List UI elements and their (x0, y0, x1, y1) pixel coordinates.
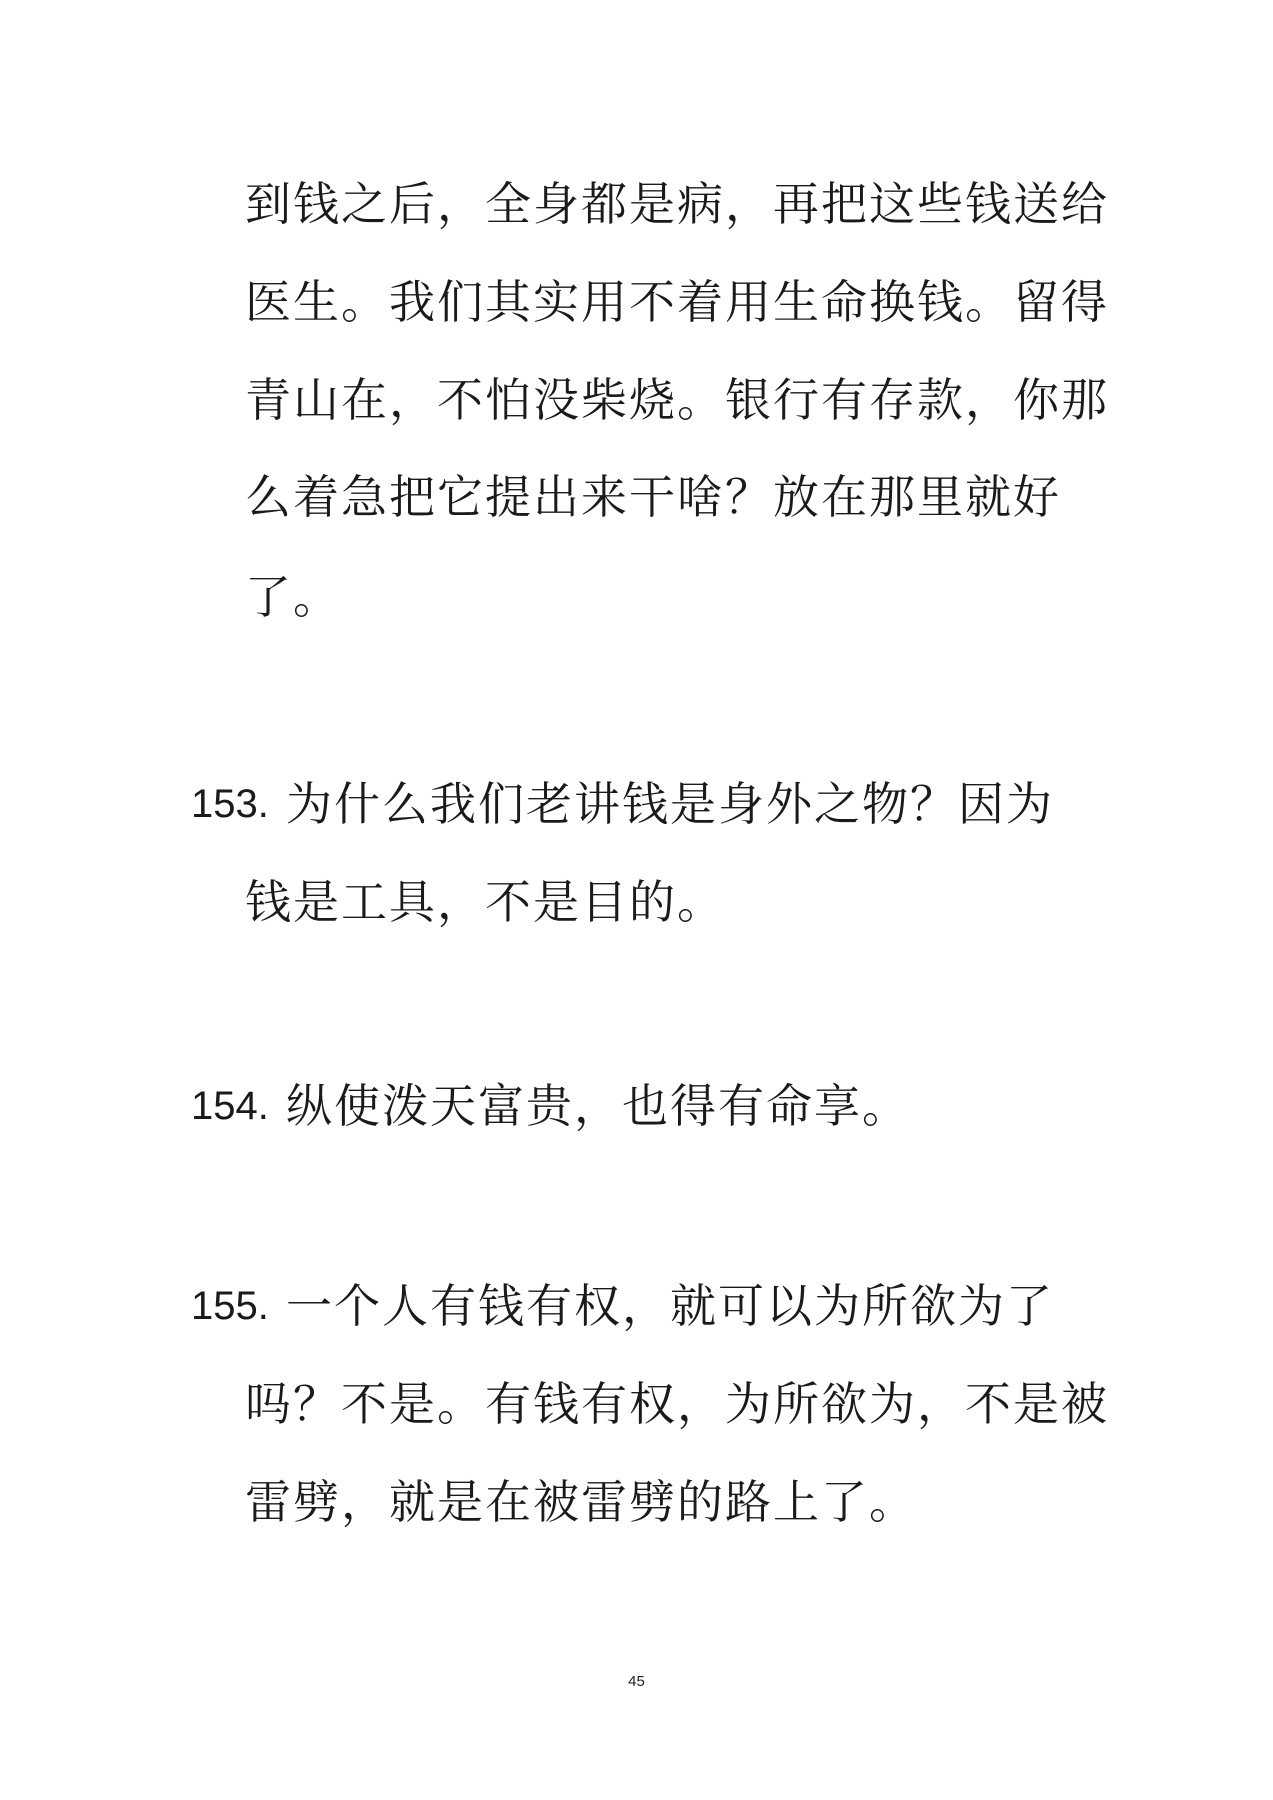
page-number: 45 (628, 1673, 645, 1690)
paragraph-line: 医生。我们其实用不着用生命换钱。留得 (245, 275, 1109, 329)
paragraph-line: 青山在，不怕没柴烧。银行有存款，你那 (245, 373, 1109, 427)
paragraph-line: 了。 (245, 570, 341, 624)
item-number: 155. (191, 1284, 269, 1328)
item-line: 为什么我们老讲钱是身外之物？因为 (286, 777, 1054, 831)
item-number: 153. (191, 782, 269, 826)
paragraph-line: 么着急把它提出来干啥？放在那里就好 (245, 470, 1061, 524)
item-line: 雷劈，就是在被雷劈的路上了。 (245, 1475, 917, 1529)
item-line: 一个人有钱有权，就可以为所欲为了 (286, 1279, 1054, 1333)
item-line: 吗？不是。有钱有权，为所欲为，不是被 (245, 1377, 1109, 1431)
item-number: 154. (191, 1084, 269, 1128)
item-line: 钱是工具，不是目的。 (245, 875, 725, 929)
paragraph-line: 到钱之后，全身都是病，再把这些钱送给 (245, 177, 1109, 231)
item-line: 纵使泼天富贵，也得有命享。 (286, 1079, 910, 1133)
